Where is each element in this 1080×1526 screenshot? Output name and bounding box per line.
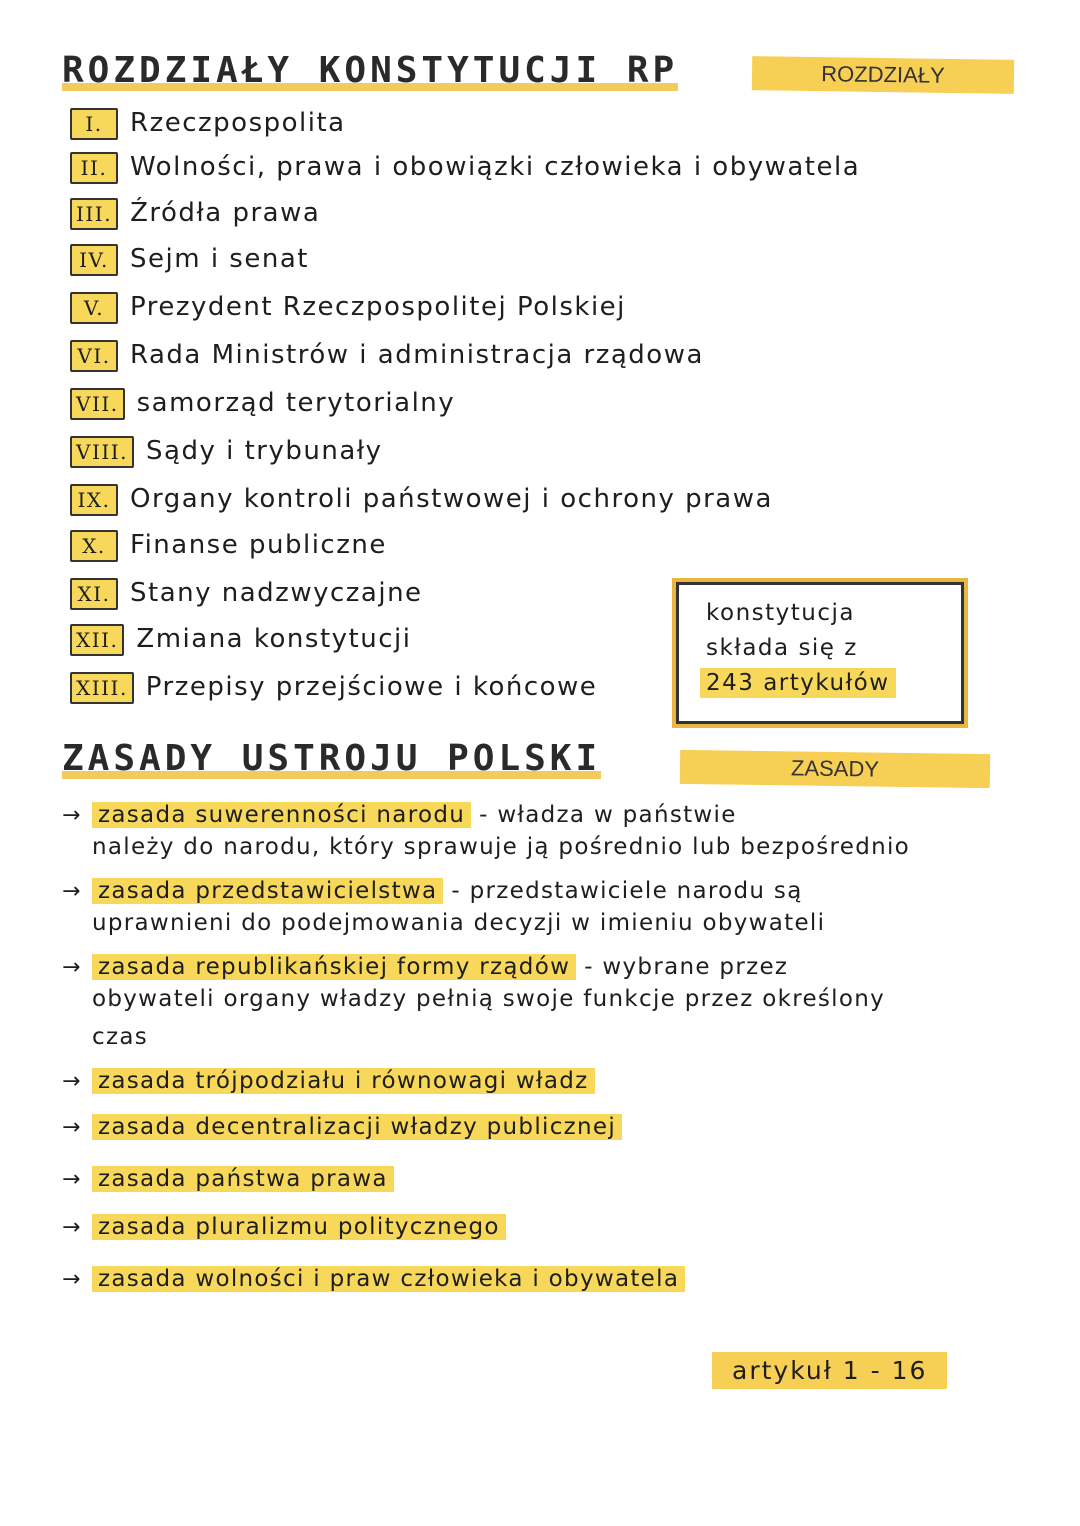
chapter-item — [70, 152, 860, 184]
principle-description: - przedstawiciele narodu są — [451, 878, 803, 904]
chapter-label: Stany nadzwyczajne — [130, 578, 423, 608]
principle-description-continued: obywateli organy władzy pełnią swoje funkcje przez określony — [92, 986, 886, 1012]
principle-name: zasada republikańskiej formy rządów — [92, 954, 576, 980]
arrow-right-icon: → — [62, 803, 82, 828]
chapter-number: V. — [70, 292, 118, 324]
chapter-number: XII. — [70, 624, 124, 656]
principle-item — [62, 1260, 685, 1299]
principle-name: zasada wolności i praw człowieka i obywatela — [92, 1266, 685, 1292]
chapter-item — [70, 244, 309, 276]
chapter-label: Organy kontroli państwowej i ochrony prawa — [130, 484, 773, 514]
arrow-right-icon: → — [62, 955, 82, 980]
chapter-number: IX. — [70, 484, 118, 516]
chapter-item — [70, 436, 383, 468]
arrow-right-icon: → — [62, 1069, 82, 1094]
chapter-number: IV. — [70, 244, 118, 276]
principle-item — [62, 1208, 506, 1247]
arrow-right-icon: → — [62, 1167, 82, 1192]
section-tag-chapters: ROZDZIAŁY — [752, 56, 1014, 94]
chapter-number: VII. — [70, 388, 125, 420]
chapter-number: VIII. — [70, 436, 134, 468]
principle-description-continued: należy do narodu, który sprawuje ją pośrednio lub bezpośrednio — [92, 834, 911, 860]
principle-name: zasada państwa prawa — [92, 1166, 394, 1192]
chapter-item — [70, 624, 411, 656]
chapter-item — [70, 672, 597, 704]
note-line-3: 243 artykułów — [700, 668, 896, 698]
section-tag-principles: ZASADY — [680, 750, 990, 788]
chapter-item — [70, 340, 704, 372]
chapter-item — [70, 292, 626, 324]
principle-item — [62, 1160, 394, 1199]
principle-item — [62, 1062, 595, 1101]
note-line-2: składa się z — [706, 635, 858, 661]
chapter-number: XIII. — [70, 672, 134, 704]
chapter-label: samorząd terytorialny — [136, 388, 456, 418]
chapter-label: Prezydent Rzeczpospolitej Polskiej — [130, 292, 626, 322]
chapter-label: Sejm i senat — [130, 244, 309, 274]
principle-item — [62, 948, 788, 987]
constitution-note — [672, 578, 968, 728]
chapter-label: Przepisy przejściowe i końcowe — [145, 672, 598, 702]
arrow-right-icon: → — [62, 1115, 82, 1140]
principle-item — [62, 872, 803, 911]
principle-description: - władza w państwie — [479, 802, 737, 828]
chapter-item — [70, 578, 423, 610]
chapter-item — [70, 198, 320, 230]
section-title-chapters: ROZDZIAŁY KONSTYTUCJI RP — [62, 50, 679, 91]
principle-name: zasada suwerenności narodu — [92, 802, 471, 828]
arrow-right-icon: → — [62, 1215, 82, 1240]
principle-item — [62, 796, 737, 835]
chapter-label: Sądy i trybunały — [146, 436, 383, 466]
chapter-item — [70, 108, 346, 140]
principle-description-continued: uprawnieni do podejmowania decyzji w imieniu obywateli — [92, 910, 826, 936]
chapter-item — [70, 530, 387, 562]
chapter-label: Wolności, prawa i obowiązki człowieka i obywatela — [130, 152, 861, 182]
arrow-right-icon: → — [62, 1267, 82, 1292]
chapter-number: VI. — [70, 340, 118, 372]
chapter-label: Rzeczpospolita — [130, 108, 346, 138]
chapter-label: Zmiana konstytucji — [136, 624, 412, 654]
principle-name: zasada przedstawicielstwa — [92, 878, 443, 904]
chapter-label: Rada Ministrów i administracja rządowa — [130, 340, 704, 370]
principle-name: zasada pluralizmu politycznego — [92, 1214, 506, 1240]
principle-name: zasada trójpodziału i równowagi władz — [92, 1068, 595, 1094]
chapter-number: I. — [70, 108, 118, 140]
note-line-1: konstytucja — [706, 600, 855, 626]
chapter-number: XI. — [70, 578, 118, 610]
article-range-label: artykuł 1 - 16 — [712, 1352, 947, 1389]
principle-item — [62, 1108, 622, 1147]
section-title-principles: ZASADY USTROJU POLSKI — [62, 738, 602, 779]
chapter-label: Finanse publiczne — [130, 530, 387, 560]
principle-description-continued: czas — [92, 1024, 148, 1050]
chapter-item — [70, 484, 773, 516]
chapter-number: II. — [70, 152, 118, 184]
arrow-right-icon: → — [62, 879, 82, 904]
chapter-label: Źródła prawa — [130, 198, 321, 228]
chapter-number: III. — [70, 198, 118, 230]
chapter-number: X. — [70, 530, 118, 562]
principle-description: - wybrane przez — [584, 954, 789, 980]
principle-name: zasada decentralizacji władzy publicznej — [92, 1114, 622, 1140]
chapter-item — [70, 388, 455, 420]
